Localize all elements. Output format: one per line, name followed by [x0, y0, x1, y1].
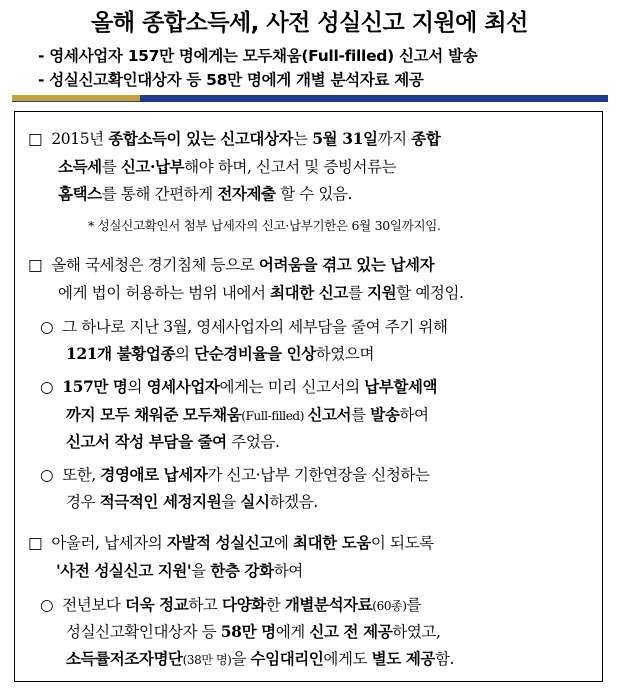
square-bullet: □: [28, 256, 43, 274]
page-title: 올해 종합소득세, 사전 성실신고 지원에 최선: [91, 10, 528, 36]
text: 하였고,: [392, 623, 441, 641]
text-bold: 신고서 작성 부담을 줄여: [66, 432, 227, 451]
text-bold: 별도 제공: [371, 649, 435, 668]
text-bold: 121개 불황업종: [66, 344, 176, 363]
text: 을: [221, 493, 241, 511]
text: 할 예정임.: [396, 284, 464, 302]
text: 를: [101, 158, 121, 176]
text-bold: 자발적 성실신고: [166, 533, 274, 552]
text-bold: 58만 명: [220, 622, 276, 641]
divider-thin-line: [12, 101, 608, 102]
text: 에: [273, 534, 294, 552]
text-bold: 종합소득이 있는 신고대상자: [108, 129, 294, 148]
circle-bullet: ○: [40, 318, 54, 336]
section1-line3: [58, 184, 352, 204]
text-bold: 종합: [411, 129, 441, 148]
text: 할 수 있음.: [275, 185, 353, 203]
text: 성실신고확인대상자 등: [66, 623, 221, 641]
star-marker: *: [88, 218, 94, 233]
text: 에게도: [323, 650, 372, 668]
text-bold: 까지 모두 채워준 모두채움: [66, 405, 242, 424]
text-bold: 전자제출: [217, 184, 276, 203]
text: 까지: [377, 130, 412, 148]
text-bold: 수임대리인: [250, 649, 324, 668]
subtitle-1: - 영세사업자 157만 명에게는 모두채움(Full-filled) 신고서 발송: [38, 47, 478, 65]
text: 가 신고·납부 기한연장을 신청하는: [207, 466, 430, 484]
text: 의: [175, 345, 195, 363]
text-small: (38만 명): [182, 653, 232, 667]
circle-bullet: ○: [40, 596, 54, 614]
text-bold: 157만 명: [62, 377, 128, 396]
text: 하였으며: [315, 345, 375, 363]
section2-item1-line1: [40, 317, 448, 337]
text-bold: 영세사업자: [146, 377, 220, 396]
text: 에게는 미리 신고서의: [219, 378, 365, 396]
text-bold: 신고·납부: [120, 157, 185, 176]
text-bold: 납부할세액: [364, 377, 438, 396]
section2-item1-line2: [66, 344, 374, 364]
section2-line2: [58, 283, 464, 303]
note-text: 성실신고확인서 첨부 납세자의 신고·납부기한은 6월 30일까지임.: [97, 218, 441, 233]
text: 주었음.: [226, 433, 280, 451]
text-bold: 소득세: [58, 157, 102, 176]
text: 아울러, 납세자의: [51, 534, 167, 552]
text-bold: 다양화: [222, 595, 266, 614]
text-small: (60종): [372, 599, 407, 613]
text-bold: 한층 강화: [210, 561, 274, 580]
text-bold: 소득률저조자명단: [66, 649, 183, 668]
section1-line1: [28, 129, 440, 149]
square-bullet: □: [28, 130, 43, 148]
text: 를: [351, 406, 371, 424]
circle-bullet: ○: [40, 466, 54, 484]
text-bold: 신고서: [307, 405, 352, 424]
section1-line2: [58, 157, 396, 177]
text: 을: [231, 650, 251, 668]
text: 는: [293, 130, 313, 148]
text: 또한,: [62, 466, 101, 484]
text-bold: 5월 31일: [312, 129, 378, 148]
text: 를 통해 간편하게: [101, 185, 218, 203]
section3-line1: [28, 533, 434, 553]
square-bullet: □: [28, 534, 43, 552]
text: 함.: [434, 650, 455, 668]
text: 하겠음.: [269, 493, 318, 511]
text: 그 하나로 지난 3월, 영세사업자의 세부담을 줄여 주기 위해: [62, 318, 448, 336]
text-bold: 개별분석자료: [284, 595, 373, 614]
text-bold: 단순경비율을 인상: [194, 344, 316, 363]
text: 이 되도록: [370, 534, 434, 552]
subtitle-2: - 성실신고확인대상자 등 58만 명에게 개별 분석자료 제공: [38, 71, 424, 89]
text: 에게 법이 허용하는 범위 내에서: [58, 284, 271, 302]
section2-item3-line1: [40, 465, 430, 485]
text: 를: [406, 596, 422, 614]
text: 를: [347, 284, 368, 302]
text-small: (Full-filled): [241, 409, 308, 423]
text-bold: 발송: [370, 405, 400, 424]
text-bold: 신고 전 제공: [309, 622, 393, 641]
text: 을: [191, 562, 211, 580]
section3-item1-line3: [66, 649, 454, 670]
text: 한: [265, 596, 285, 614]
text: 에게: [275, 623, 310, 641]
text: 해야 하며, 신고서 및 증빙서류는: [184, 158, 397, 176]
section2-item2-line3: [66, 432, 280, 452]
section2-item2-line2: [66, 405, 429, 426]
circle-bullet: ○: [40, 378, 54, 396]
text-bold: 지원: [367, 283, 397, 302]
section3-item1-line1: [40, 595, 421, 616]
section3-item1-line2: [66, 622, 441, 642]
title-divider: [12, 95, 608, 101]
text-bold: '사전 성실신고 지원': [56, 561, 192, 580]
section2-item3-line2: [66, 492, 318, 512]
text-bold: 경영애로 납세자: [100, 465, 208, 484]
section2-item2-line1: [40, 377, 437, 397]
section1-note: [88, 216, 441, 236]
text: 하여: [399, 406, 429, 424]
section3-line2: [56, 561, 303, 581]
text-bold: 어려움을 겪고 있는 납세자: [258, 255, 435, 274]
text: 전년보다: [62, 596, 126, 614]
text: 올해 국세청은 경기침체 등으로: [51, 256, 259, 274]
text-bold: 최대한 신고: [270, 283, 348, 302]
text-bold: 실시: [240, 492, 270, 511]
text-bold: 최대한 도움: [293, 533, 371, 552]
text: 의: [127, 378, 147, 396]
text-bold: 적극적인 세정지원: [99, 492, 222, 511]
text-bold: 더욱 정교: [125, 595, 189, 614]
text: 하여: [273, 562, 303, 580]
section2-line1: [28, 255, 434, 275]
text: 경우: [66, 493, 100, 511]
text: 하고: [188, 596, 222, 614]
text: 2015년: [51, 130, 109, 148]
text-bold: 홈택스: [58, 184, 102, 203]
